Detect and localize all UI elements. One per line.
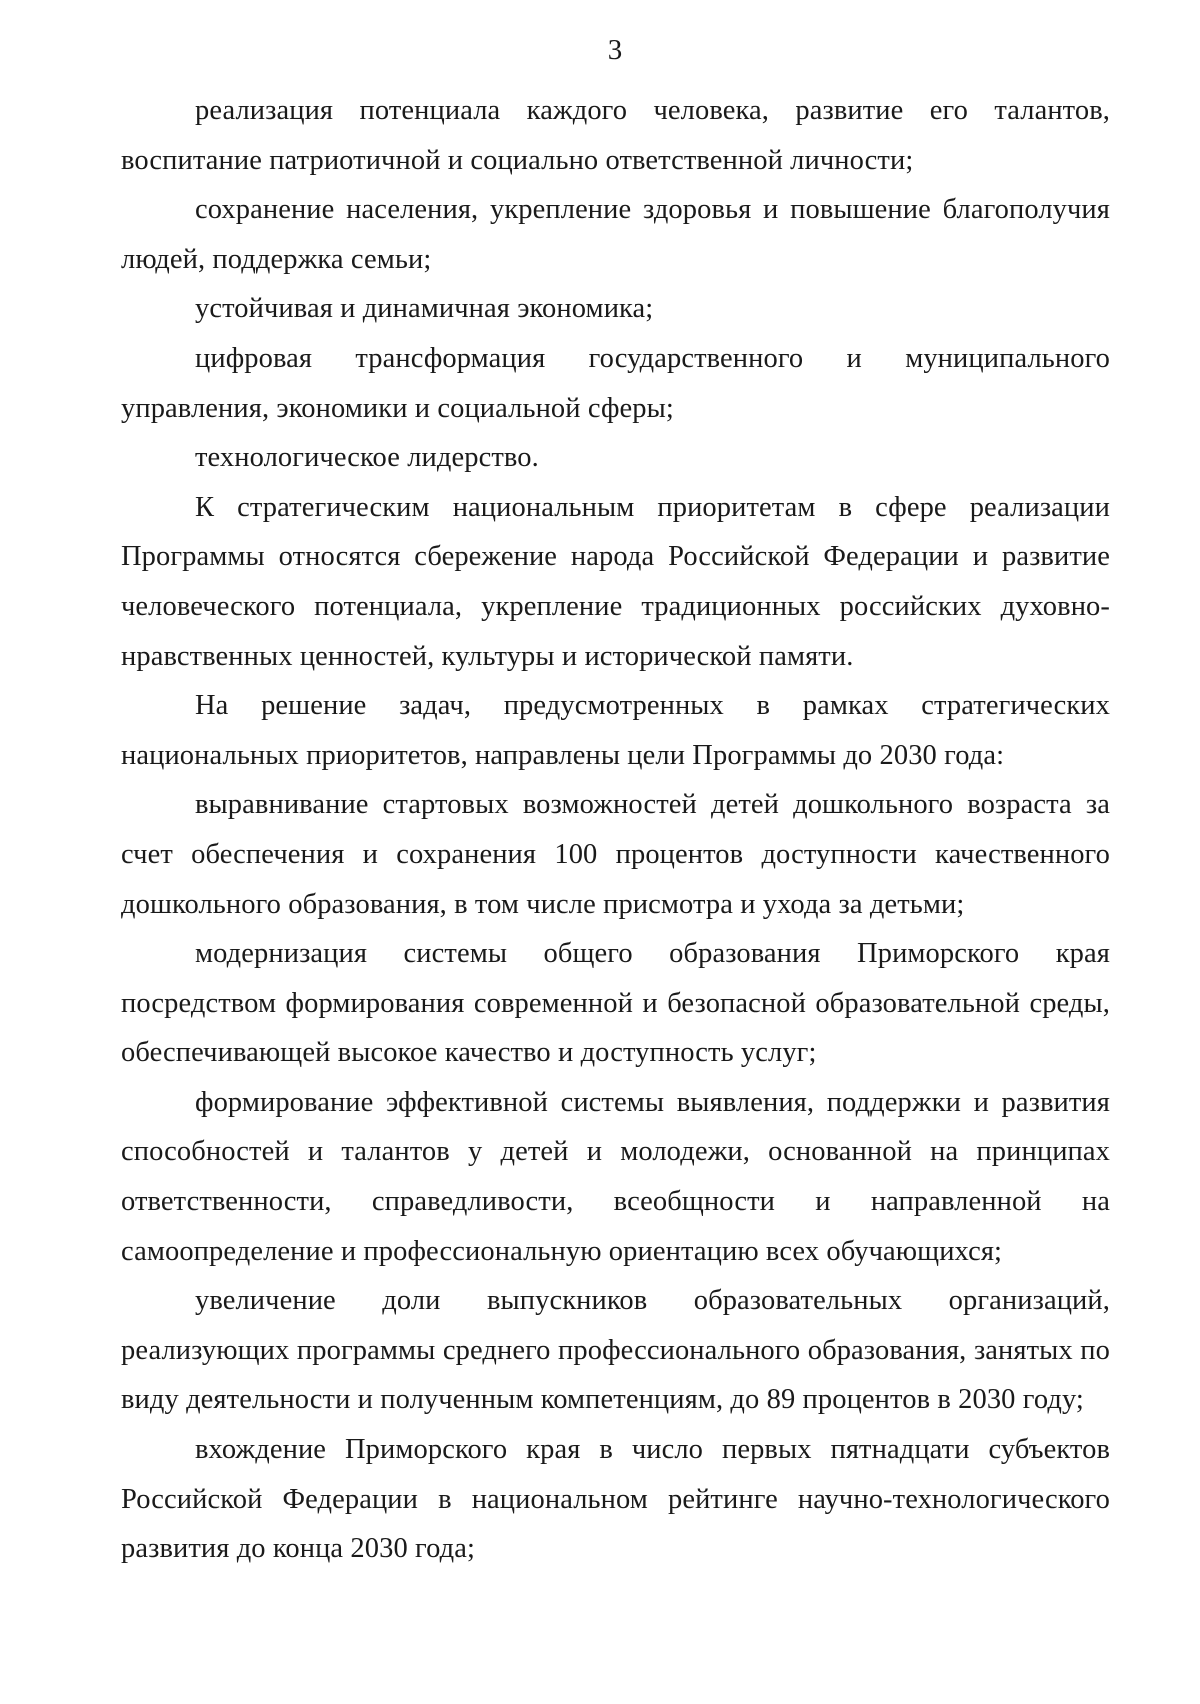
paragraph-talents: формирование эффективной системы выявления, поддержки и развития способностей и талантов у детей и молодежи, основанной на принципах ответственности, справедливости, всеобщности и направленной на самоопределение и профессиональную ориентацию всех обучающихся; <box>121 1086 1110 1267</box>
paragraph-vocational: увеличение доли выпускников образовательных организаций, реализующих программы среднего профессионального образования, занятых по виду деятельности и полученным компетенциям, до 89 процентов в 2030 году; <box>121 1285 1110 1416</box>
paragraph-science-rating: вхождение Приморского края в число первых пятнадцати субъектов Российской Федерации в национальном рейтинге научно-технологического развития до конца 2030 года; <box>121 1434 1110 1565</box>
paragraph-goal-technology: технологическое лидерство. <box>195 442 539 474</box>
paragraph-strategic-priorities: К стратегическим национальным приоритетам в сфере реализации Программы относятся сбережение народа Российской Федерации и развитие человеческого потенциала, укрепление традиционных российских духовно-нравственных ценностей, культуры и исторической памяти. <box>121 491 1110 672</box>
body-text <box>121 86 1110 1574</box>
paragraph-goal-human-potential: реализация потенциала каждого человека, развитие его талантов, воспитание патриотичной и социально ответственной личности; <box>121 95 1110 176</box>
paragraph-goal-economy: устойчивая и динамичная экономика; <box>195 293 654 325</box>
paragraph-program-goals-intro: На решение задач, предусмотренных в рамках стратегических национальных приоритетов, направлены цели Программы до 2030 года: <box>121 690 1110 771</box>
paragraph-preschool: выравнивание стартовых возможностей детей дошкольного возраста за счет обеспечения и сохранения 100 процентов доступности качественного дошкольного образования, в том числе присмотра и ухода за детьми; <box>121 789 1110 920</box>
paragraph-goal-digital: цифровая трансформация государственного и муниципального управления, экономики и социальной сферы; <box>121 342 1110 424</box>
page-number: 3 <box>607 34 623 66</box>
paragraph-goal-population: сохранение населения, укрепление здоровья и повышение благополучия людей, поддержка семьи; <box>121 194 1110 275</box>
paragraph-general-education: модернизация системы общего образования Приморского края посредством формирования современной и безопасной образовательной среды, обеспечивающей высокое качество и доступность услуг; <box>121 938 1110 1069</box>
